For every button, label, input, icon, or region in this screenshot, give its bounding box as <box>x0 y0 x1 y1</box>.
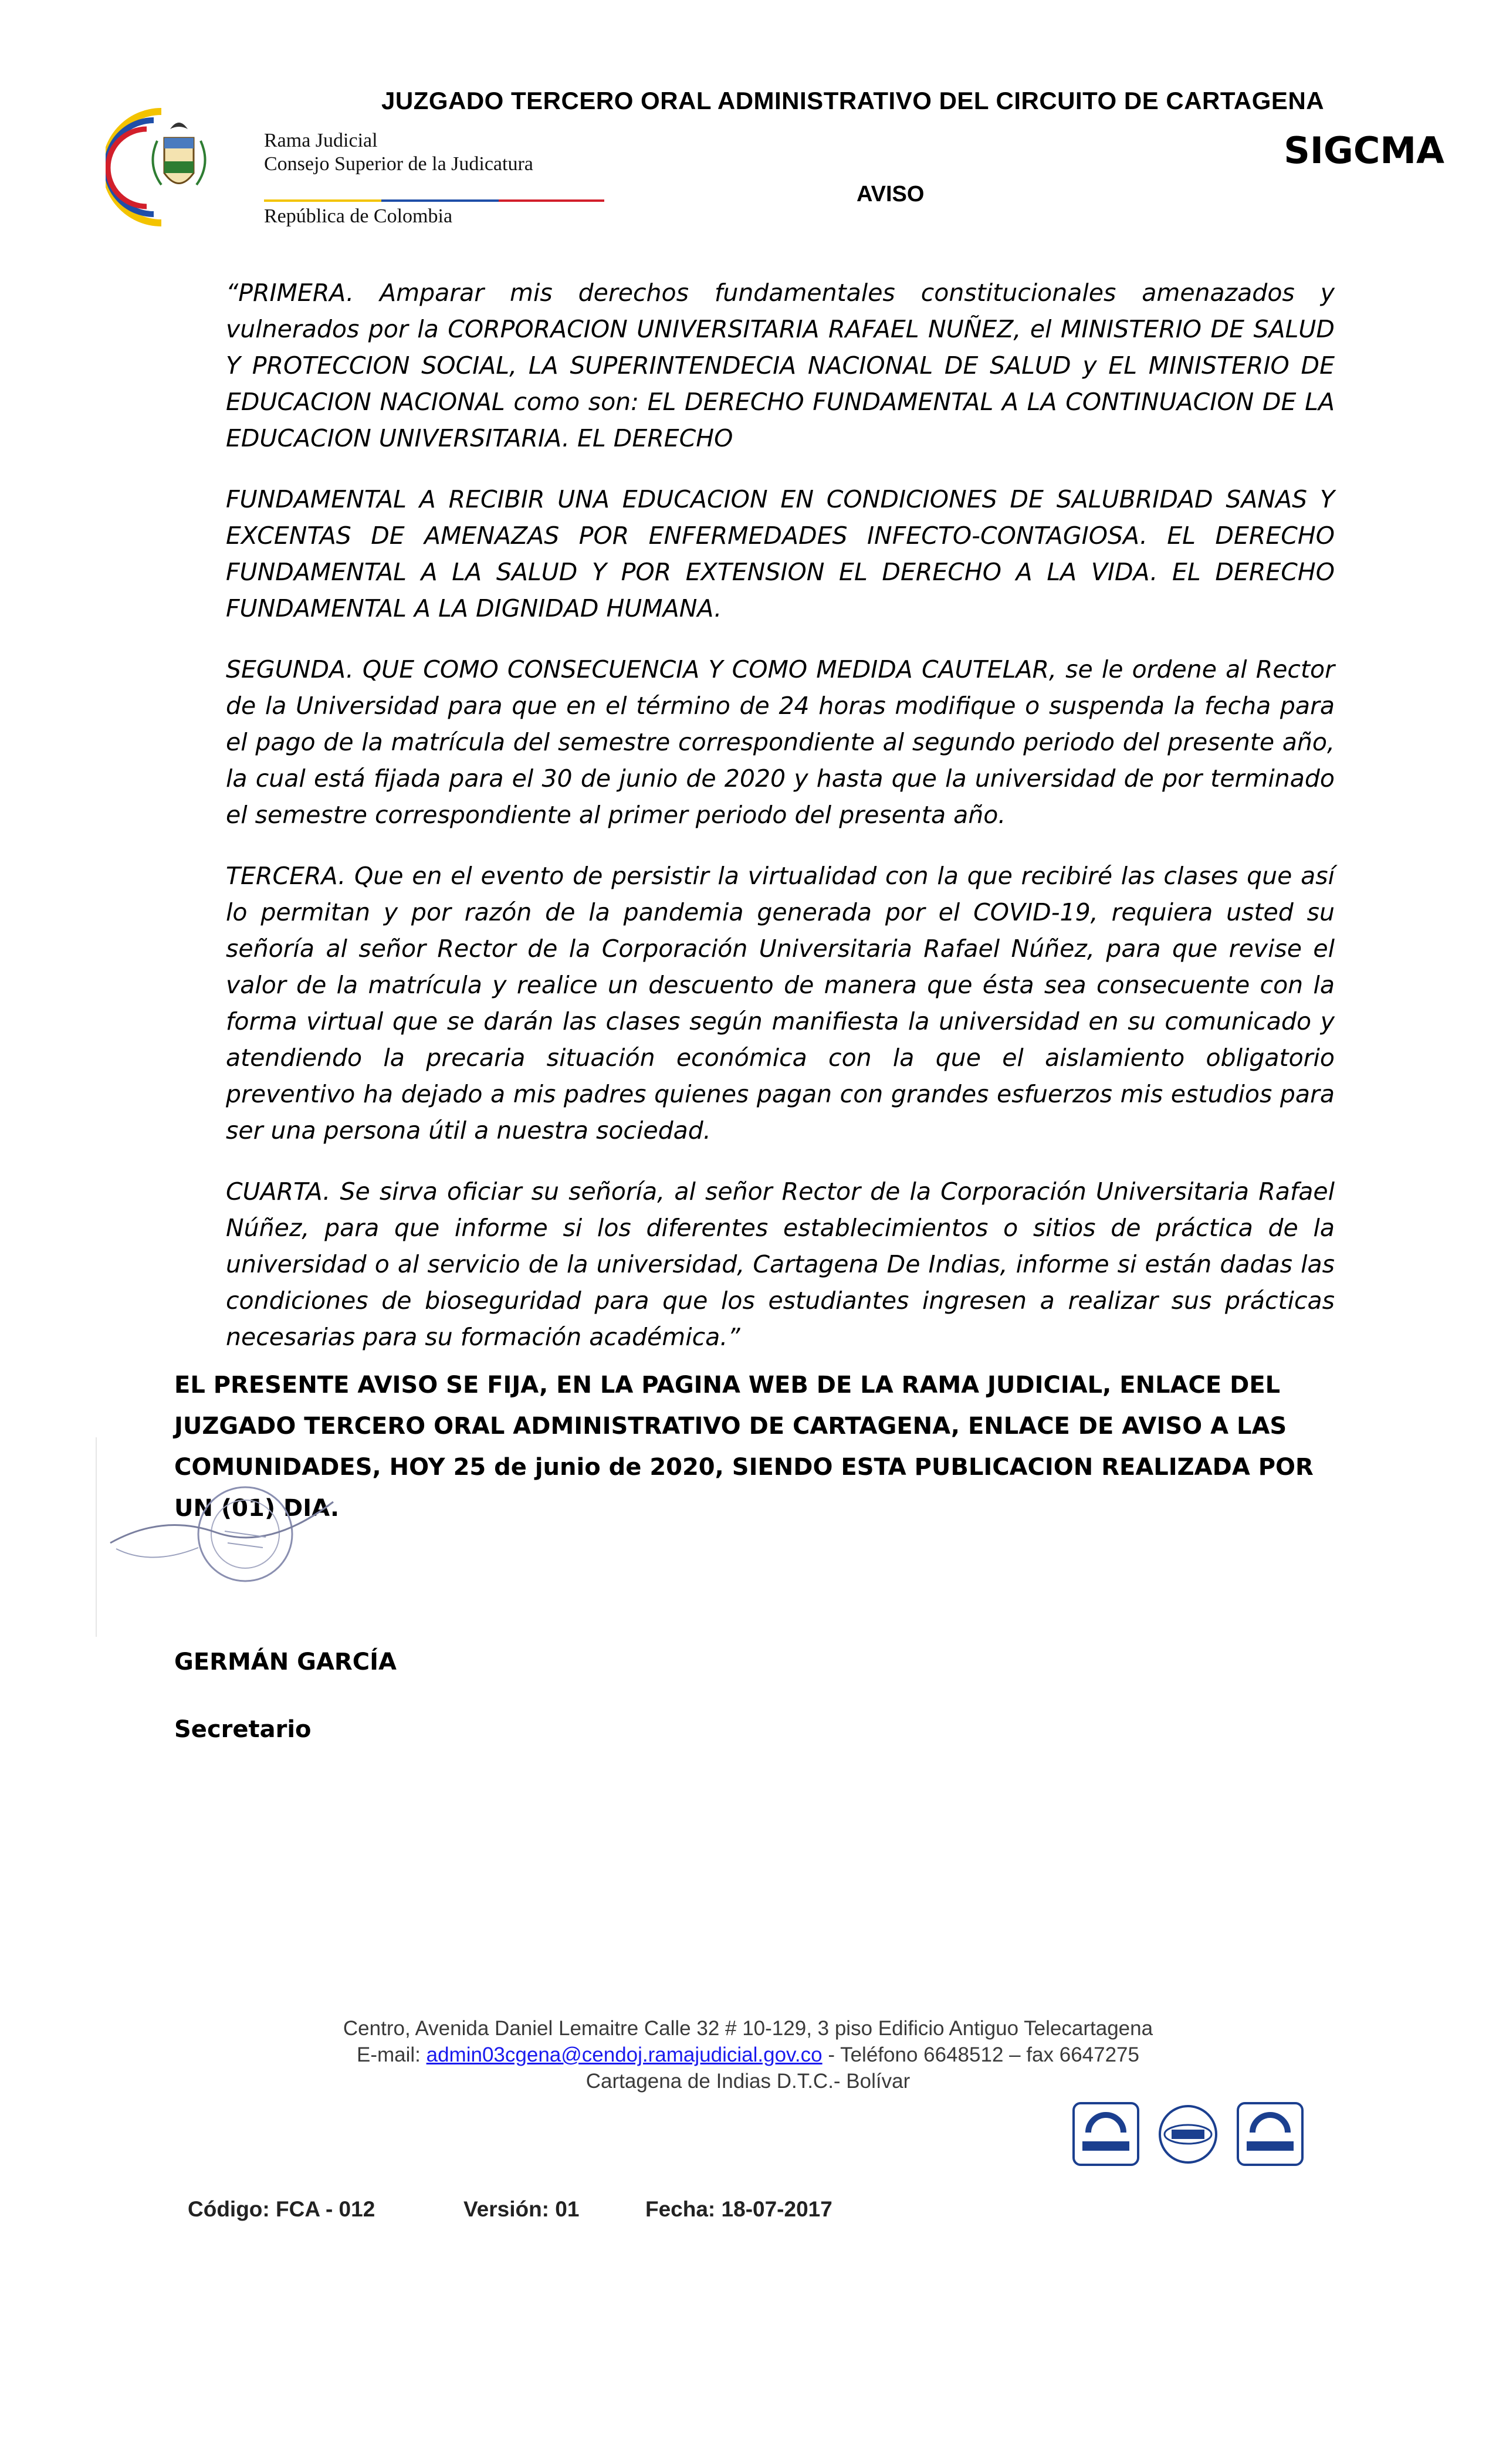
footer-contact <box>176 2015 1320 2094</box>
stamp-seal-icon <box>99 1478 345 1590</box>
footer-city: Cartagena de Indias D.T.C.- Bolívar <box>585 2070 911 2093</box>
paragraph-segunda: SEGUNDA. QUE COMO CONSECUENCIA Y COMO MEDIDA CAUTELAR, se le ordene al Rector de la Universidad para que en el término de 24 horas modifique o suspenda la fecha para el pago de la matrícula del semestre correspondiente al segundo periodo del presente año, la cual está fijada para el 30 de junio de 2020 y hasta que la universidad de por terminado el semestre correspondiente al primer periodo del presenta año. <box>226 655 1335 829</box>
document-code: Código: FCA - 012 <box>188 2197 375 2221</box>
publication-notice: EL PRESENTE AVISO SE FIJA, EN LA PAGINA WEB DE LA RAMA JUDICIAL, ENLACE DEL JUZGADO TERCERO ORAL ADMINISTRATIVO DE CARTAGENA, ENLACE DE AVISO A LAS COMUNIDADES, HOY 25 de junio de 2020, SIENDO ESTA PUBLICACION REALIZADA POR UN (01) DIA. <box>174 1372 1314 1522</box>
iqnet-icon <box>1160 2106 1216 2162</box>
paragraph-primera-cont: FUNDAMENTAL A RECIBIR UNA EDUCACION EN CONDICIONES DE SALUBRIDAD SANAS Y EXCENTAS DE AMENAZAS POR ENFERMEDADES INFECTO-CONTAGIOSA. EL DERECHO FUNDAMENTAL A LA SALUD Y POR EXTENSION EL DERECHO A LA VIDA. EL DERECHO FUNDAMENTAL A LA DIGNIDAD HUMANA. <box>226 485 1335 622</box>
document-version: Versión: 01 <box>463 2197 580 2221</box>
court-title: JUZGADO TERCERO ORAL ADMINISTRATIVO DEL CIRCUITO DE CARTAGENA <box>381 87 1325 114</box>
petitions-text <box>226 275 1335 1380</box>
footer-email-link[interactable]: admin03cgena@cendoj.ramajudicial.gov.co <box>426 2043 823 2066</box>
paragraph-tercera: TERCERA. Que en el evento de persistir la virtualidad con la que recibiré las clases que así lo permitan y por razón de la pandemia generada por el COVID-19, requiera usted su señoría al señor Rector de la Corporación Universitaria Rafael Núñez, para que revise el valor de la matrícula y realice un descuento de manera que ésta sea consecuente con la forma virtual que se darán las clases según manifiesta la universidad en su comunicado y atendiendo la precaria situación económica con la que el aislamiento obligatorio preventivo ha dejado a mis padres quienes pagan con grandes esfuerzos mis estudios para ser una persona útil a nuestra sociedad. <box>226 862 1335 1145</box>
paragraph-primera: “PRIMERA. Amparar mis derechos fundamentales constitucionales amenazados y vulnerados por la CORPORACION UNIVERSITARIA RAFAEL NUÑEZ, el MINISTERIO DE SALUD Y PROTECCION SOCIAL, LA SUPERINTENDECIA NACIONAL DE SALUD y EL MINISTERIO DE EDUCACION NACIONAL como son: EL DERECHO FUNDAMENTAL A LA CONTINUACION DE LA EDUCACION UNIVERSITARIA. EL DERECHO <box>226 279 1335 452</box>
margin-line <box>96 1437 97 1637</box>
rama-judicial-logo <box>106 106 616 229</box>
footer-email-line <box>176 2042 1320 2068</box>
official-stamp <box>99 1478 345 1590</box>
logo-line-3: República de Colombia <box>264 205 453 227</box>
footer-phone: - Teléfono 6648512 – fax 6647275 <box>822 2043 1139 2066</box>
logo-line-1: Rama Judicial <box>264 130 378 151</box>
ntc-gp-1000-icon <box>1238 2103 1302 2165</box>
document-code-line <box>188 2197 832 2222</box>
footer-email-prefix: E-mail: <box>357 2043 427 2066</box>
footer-address: Centro, Avenida Daniel Lemaitre Calle 32 # 10-129, 3 piso Edificio Antiguo Telecartagena <box>343 2017 1153 2040</box>
logo-line-2: Consejo Superior de la Judicatura <box>264 153 533 175</box>
signer-name: GERMÁN GARCÍA <box>174 1649 397 1676</box>
paragraph-cuarta: CUARTA. Se sirva oficiar su señoría, al señor Rector de la Corporación Universitaria Rafael Núñez, para que informe si los diferentes establecimientos o sitios de práctica de la universidad o al servicio de la universidad, Cartagena De Indias, informe si están dadas las condiciones de bioseguridad para que los estudiantes ingresen a realizar sus prácticas necesarias para su formación académica.” <box>226 1177 1335 1351</box>
iso-9001-icon <box>1074 2103 1138 2165</box>
document-type: AVISO <box>857 182 925 207</box>
signer-role: Secretario <box>174 1716 312 1743</box>
system-label: SIGCMA <box>1284 129 1444 172</box>
document-date: Fecha: 18-07-2017 <box>645 2197 832 2221</box>
certification-logos <box>1071 2100 1305 2171</box>
